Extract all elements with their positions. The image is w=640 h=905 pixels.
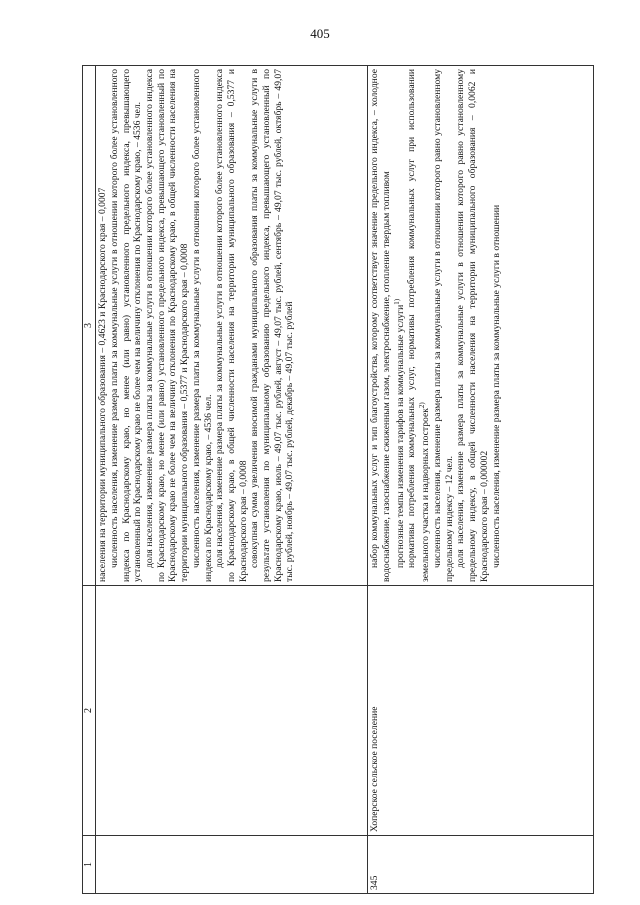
- paragraph: доля населения, изменение размера платы за коммунальные услуги в отношении которого более установленного индекса по Краснодарскому краю, но менее (или равно) установленного предельного индекса, превышающего установленный по Краснодарскому краю не более чем на величину отклонения по Краснодарскому краю, в общей численности населения на территории муниципального образования – 0,5377 и Краснодарского края – 0,0008: [144, 69, 191, 582]
- paragraph: численность населения, изменение размера платы за коммунальные услуги в отношении которого более установленного индекса по Краснодарскому краю, но менее (или равно) установленного предельного индекса, превышающего установленный по Краснодарскому краю не более чем на величину отклонения по Краснодарскому краю, – 4536 чел.: [108, 69, 144, 582]
- footnote-marker: 2): [418, 402, 427, 409]
- table-row: [96, 66, 368, 894]
- paragraph: доля населения, изменение размера платы за коммунальные услуги в отношении которого равно установленному предельному индексу, в общей численности населения на территории муниципального образования – 0,0062 и Краснодарского края – 0,000002: [455, 69, 490, 582]
- paragraph: доля населения, изменение размера платы за коммунальные услуги в отношении которого более установленного индекса по Краснодарскому краю, в общей численности населения на территории муниципального образования – 0,5377 и Краснодарского края – 0,0008: [214, 69, 249, 582]
- paragraph-text: нормативы потребления коммунальных услуг, нормативы потребления коммунальных услуг при использовании земельного участка и надворных построек: [406, 69, 432, 582]
- paragraph: совокупная сумма увеличения вносимой гражданами муниципального образования платы за коммунальные услуги в результате установления по муниципальному образованию предельного индекса, превышающего установленный по Краснодарскому краю, июль – 49,07 тыс. рублей, август – 49,07 тыс. рублей, сентябрь – 49,07 тыс. рублей, октябрь – 49,07 тыс. рублей, ноябрь – 49,07 тыс. рублей, декабрь – 49,07 тыс. рублей: [249, 69, 296, 582]
- table-header-row: [83, 66, 96, 894]
- paragraph: [393, 69, 407, 582]
- municipality-name: [96, 586, 368, 836]
- table-row: [368, 66, 594, 894]
- row-number: 345: [368, 836, 594, 894]
- header-col-3: 3: [83, 66, 96, 586]
- paragraph: численность населения, изменение размера платы за коммунальные услуги в отношении: [490, 204, 502, 568]
- header-col-1: 1: [83, 836, 96, 894]
- municipality-name: Хоперское сельское поселение: [368, 586, 594, 836]
- footnote-marker: 1): [392, 298, 401, 305]
- tariff-index-table: [82, 65, 594, 894]
- header-col-2: 2: [83, 586, 96, 836]
- paragraph: [406, 69, 432, 582]
- row-description: [96, 66, 368, 586]
- paragraph: численность населения, изменение размера платы за коммунальные услуги в отношении которого равно установленному предельному индексу – 12 чел.: [432, 69, 455, 582]
- row-description: [368, 66, 594, 586]
- paragraph: численность населения, изменение размера платы за коммунальные услуги в отношении которого более установленного индекса по Краснодарскому краю, – 4536 чел.: [190, 69, 214, 582]
- paragraph: населения на территории муниципального образования – 0,4623 и Краснодарского края – 0,0007: [97, 187, 109, 582]
- row-number: [96, 836, 368, 894]
- rotated-table: [82, 66, 594, 894]
- paragraph-text: прогнозные темпы изменения тарифов на коммунальные услуги: [394, 304, 406, 568]
- page-number: 405: [310, 26, 330, 41]
- paragraph: набор коммунальных услуг и тип благоустройства, которому соответствует значение предельного индекса, – холодное водоснабжение, газоснабжение сжиженным газом, электроснабжение, отопление твердым топливом: [369, 69, 392, 582]
